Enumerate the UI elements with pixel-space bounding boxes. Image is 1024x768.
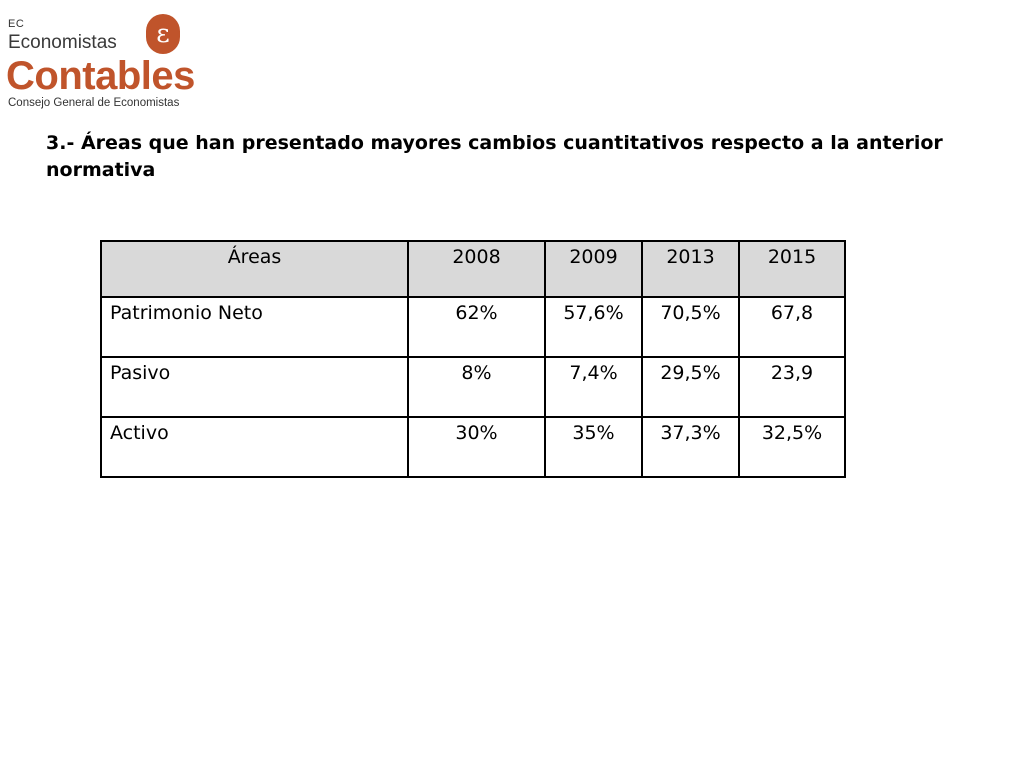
- page-title: 3.- Áreas que han presentado mayores cambios cuantitativos respecto a la anterior normativa: [46, 132, 943, 181]
- logo-badge-icon: ε: [146, 14, 180, 54]
- logo-economistas: Economistas: [8, 32, 117, 53]
- header-cell-2013: 2013: [642, 241, 739, 297]
- table-cell: 23,9: [739, 357, 845, 417]
- header-cell-areas: Áreas: [101, 241, 408, 297]
- table-cell: 57,6%: [545, 297, 642, 357]
- header-cell-2008: 2008: [408, 241, 545, 297]
- logo-subtitle: Consejo General de Economistas: [8, 97, 180, 109]
- table-cell: 37,3%: [642, 417, 739, 477]
- table-row: [101, 297, 845, 357]
- logo-ec: EC: [8, 18, 25, 30]
- table-row: [101, 357, 845, 417]
- table-cell: 67,8: [739, 297, 845, 357]
- table-row: [101, 417, 845, 477]
- table-cell: 32,5%: [739, 417, 845, 477]
- table-cell: 8%: [408, 357, 545, 417]
- row-label: Pasivo: [101, 357, 408, 417]
- table-cell: 70,5%: [642, 297, 739, 357]
- logo-contables: Contables: [6, 54, 195, 98]
- header-cell-2015: 2015: [739, 241, 845, 297]
- row-label: Patrimonio Neto: [101, 297, 408, 357]
- logo: [8, 14, 193, 114]
- table-cell: 29,5%: [642, 357, 739, 417]
- table-cell: 62%: [408, 297, 545, 357]
- table-cell: 35%: [545, 417, 642, 477]
- data-table: [100, 240, 846, 478]
- header-cell-2009: 2009: [545, 241, 642, 297]
- table-header-row: [101, 241, 845, 297]
- table-cell: 30%: [408, 417, 545, 477]
- table-cell: 7,4%: [545, 357, 642, 417]
- row-label: Activo: [101, 417, 408, 477]
